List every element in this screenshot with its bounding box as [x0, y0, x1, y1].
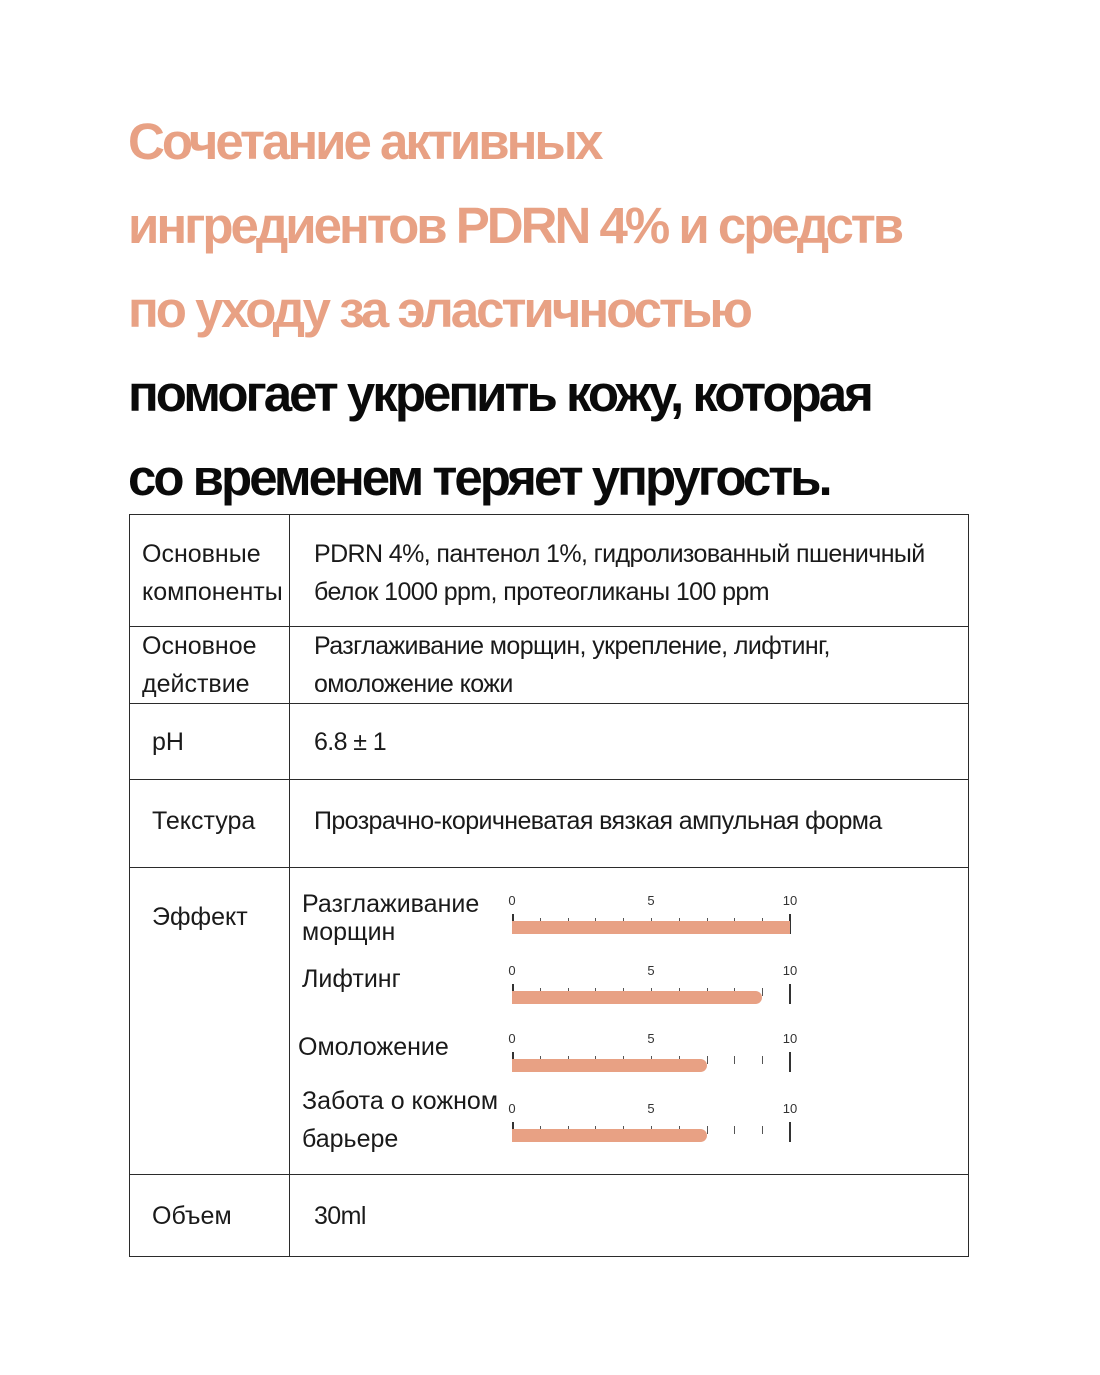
effect-scale — [508, 893, 802, 954]
effect-label: Эффект — [152, 903, 248, 931]
effect-chart — [290, 868, 968, 1174]
row-value: Прозрачно-коричневатая вязкая ампульная форма — [314, 807, 882, 835]
headline-accent-line: по уходу за эластичностью — [128, 281, 750, 338]
scale-tick-label: 5 — [647, 893, 655, 908]
effect-bar — [512, 1129, 707, 1142]
effect-scale — [508, 963, 802, 1024]
table-row — [130, 780, 969, 868]
effect-item-label: Забота о кожном барьере — [302, 1087, 499, 1153]
effect-scale — [508, 1101, 802, 1162]
headline-dark-line: со временем теряет упругость. — [128, 449, 830, 506]
effect-row — [130, 868, 969, 1175]
scale-tick — [734, 1126, 735, 1134]
scale-tick — [762, 1056, 763, 1064]
scale-tick-label: 10 — [782, 1031, 798, 1046]
scale-tick — [734, 1056, 735, 1064]
headline — [128, 100, 988, 520]
scale-tick-label: 5 — [647, 1101, 655, 1116]
effect-item-label: Разглаживание морщин — [302, 890, 480, 946]
row-label: Текстура — [152, 807, 256, 835]
row-value: 6.8 ± 1 — [314, 727, 387, 756]
scale-tick — [707, 1126, 708, 1134]
scale-tick-label: 0 — [508, 893, 516, 908]
table-row — [130, 627, 969, 704]
scale-tick-label: 0 — [508, 963, 516, 978]
row-label: Объем — [152, 1201, 232, 1230]
scale-tick-label: 0 — [508, 1031, 516, 1046]
scale-tick-label: 10 — [782, 963, 798, 978]
table-row — [130, 704, 969, 780]
scale-tick-label: 10 — [782, 893, 798, 908]
scale-tick-label: 5 — [647, 1031, 655, 1046]
scale-end-mark — [789, 1122, 791, 1142]
headline-dark-line: помогает укрепить кожу, которая — [128, 365, 871, 422]
effect-item-label: Омоложение — [298, 1033, 449, 1061]
table-row — [130, 1175, 969, 1257]
scale-tick — [762, 988, 763, 996]
scale-end-mark — [789, 984, 791, 1004]
row-value: Разглаживание морщин, укрепление, лифтинг, омоложение кожи — [314, 632, 830, 698]
row-label: Основные компоненты — [142, 540, 283, 606]
scale-end-mark — [789, 1052, 791, 1072]
row-label: pH — [152, 727, 184, 756]
headline-accent-line: Сочетание активных — [128, 113, 601, 170]
scale-tick — [762, 1126, 763, 1134]
scale-tick — [707, 1056, 708, 1064]
headline-accent-line: ингредиентов PDRN 4% и средств — [128, 197, 902, 254]
spec-table — [129, 514, 969, 1257]
effect-bar — [512, 1059, 707, 1072]
table-row — [130, 515, 969, 627]
effect-bar — [512, 921, 790, 934]
row-value: PDRN 4%, пантенол 1%, гидролизованный пшеничный белок 1000 ppm, протеогликаны 100 ppm — [314, 540, 925, 606]
effect-item-label: Лифтинг — [302, 965, 401, 993]
row-label: Основное действие — [142, 632, 257, 698]
effect-bar — [512, 991, 762, 1004]
scale-tick-label: 5 — [647, 963, 655, 978]
volume-value: 30ml — [314, 1201, 366, 1230]
effect-scale — [508, 1031, 802, 1092]
scale-tick-label: 0 — [508, 1101, 516, 1116]
scale-tick-label: 10 — [782, 1101, 798, 1116]
